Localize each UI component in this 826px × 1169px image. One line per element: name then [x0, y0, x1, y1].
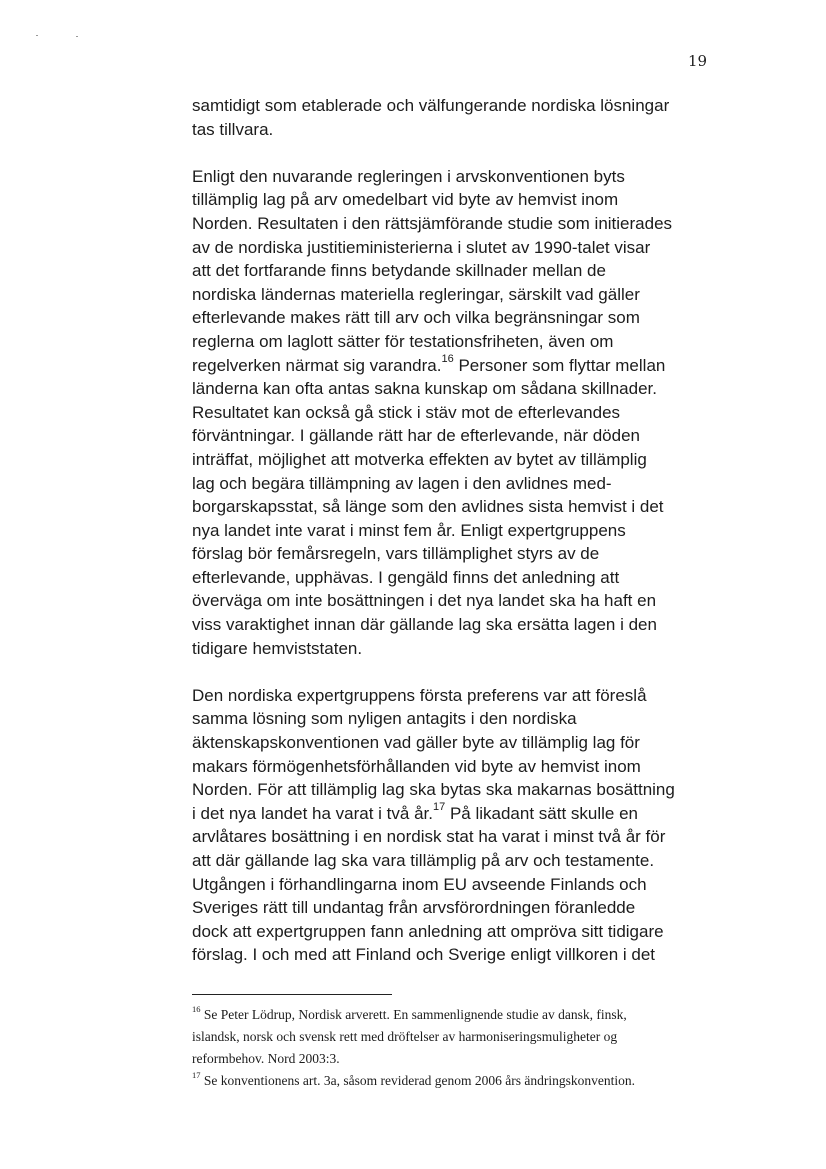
text-segment: På likadant sätt skulle en [445, 803, 639, 823]
text-line: Utgången i förhandlingarna inom EU avseende Finlands och [192, 874, 647, 894]
text-line: Enligt den nuvarande regleringen i arvskonventionen byts [192, 166, 625, 186]
text-line: förväntningar. I gällande rätt har de efterlevande, när döden [192, 426, 640, 446]
text-line: samtidigt som etablerade och välfungerande nordiska lösningar [192, 96, 670, 115]
text-segment: i det nya landet ha varat i två år. [192, 803, 433, 823]
page-number: 19 [688, 52, 708, 70]
text-line [192, 802, 712, 826]
text-line: förslag bör femårsregeln, vars tillämplighet styrs av de [192, 544, 600, 564]
paragraph [192, 165, 712, 660]
footnote-line [192, 1070, 712, 1092]
text-line: överväga om inte bosättningen i det nya landet ska ha haft en [192, 591, 657, 611]
text-line: arvlåtares bosättning i en nordisk stat ha varat i minst två år för [192, 827, 666, 847]
text-line: nordiska ländernas materiella regleringar, särskilt vad gäller [192, 284, 640, 304]
text-line: dock att expertgruppen fann anledning att ompröva sitt tidigare [192, 921, 664, 941]
text-line: länderna kan ofta antas sakna kunskap om sådana skillnader. [192, 379, 657, 399]
footnote-marker: 16 [192, 1003, 201, 1014]
footnote-text: Se Peter Lödrup, Nordisk arverett. En sammenlignende studie av dansk, finsk, [203, 1007, 627, 1022]
body-text [192, 94, 712, 991]
text-line: makars förmögenhetsförhållanden vid byte av hemvist inom [192, 756, 641, 776]
text-line: att där gällande lag ska vara tillämplig på arv och testamente. [192, 851, 655, 870]
text-line: Den nordiska expertgruppens första preferens var att föreslå [192, 685, 647, 705]
text-line: lag och begära tillämpning av lagen i den avlidnes med- [192, 473, 612, 493]
footnote-line [192, 1048, 712, 1070]
text-line: efterlevande, upphävas. I gengäld finns det anledning att [192, 567, 620, 587]
text-line: Resultatet kan också gå stick i stäv mot de efterlevandes [192, 402, 621, 422]
text-line: tillämplig lag på arv omedelbart vid byte av hemvist inom [192, 190, 619, 210]
footnotes [192, 1004, 712, 1092]
text-line: Norden. För att tillämplig lag ska bytas ska makarnas bosättning [192, 780, 675, 800]
footnote-divider [192, 994, 392, 995]
footnote-text: Se konventionens art. 3a, såsom reviderad genom 2006 års ändringskonvention. [203, 1073, 636, 1088]
footnote-reference[interactable]: 17 [432, 801, 446, 814]
text-line: tas tillvara. [192, 119, 274, 139]
footnote-marker: 17 [192, 1069, 201, 1080]
text-line: att det fortfarande finns betydande skillnader mellan de [192, 261, 606, 281]
text-segment: regelverken närmat sig varandra. [192, 355, 442, 375]
text-line: viss varaktighet innan där gällande lag ska ersätta lagen i den [192, 615, 657, 635]
text-line: Sveriges rätt till undantag från arvsförordningen föranledde [192, 898, 636, 918]
footnote-text: reformbehov. Nord 2003:3. [192, 1051, 340, 1066]
footnote-reference[interactable]: 16 [441, 352, 454, 365]
text-line: förslag. I och med att Finland och Sverige enligt villkoren i det [192, 945, 656, 965]
text-line: tidigare hemviststaten. [192, 638, 363, 658]
text-line: inträffat, möjlighet att motverka effekten av bytet av tillämplig [192, 449, 647, 469]
footnote-line [192, 1026, 712, 1048]
paragraph [192, 94, 712, 141]
text-line: samma lösning som nyligen antagits i den nordiska [192, 709, 577, 729]
text-line: äktenskapskonventionen vad gäller byte av tillämplig lag för [192, 733, 640, 753]
text-line [192, 354, 712, 378]
text-line: nya landet inte varat i minst fem år. Enligt expertgruppens [192, 520, 626, 540]
text-line: av de nordiska justitieministerierna i slutet av 1990-talet visar [192, 237, 651, 257]
text-line: Norden. Resultaten i den rättsjämförande studie som initierades [192, 213, 673, 233]
paragraph [192, 684, 712, 967]
footnote-16 [192, 1004, 712, 1070]
text-line: borgarskapsstat, så länge som den avlidnes sista hemvist i det [192, 497, 664, 517]
text-line: efterlevande makes rätt till arv och vilka begränsningar som [192, 308, 640, 328]
text-line: reglerna om laglott sätter för testationsfriheten, även om [192, 331, 614, 351]
footnote-line [192, 1004, 712, 1026]
text-segment: Personer som flyttar mellan [453, 355, 666, 375]
footnote-text: islandsk, norsk och svensk rett med dröftelser av harmoniseringsmuligheter og [192, 1029, 618, 1044]
footnote-17 [192, 1070, 712, 1092]
